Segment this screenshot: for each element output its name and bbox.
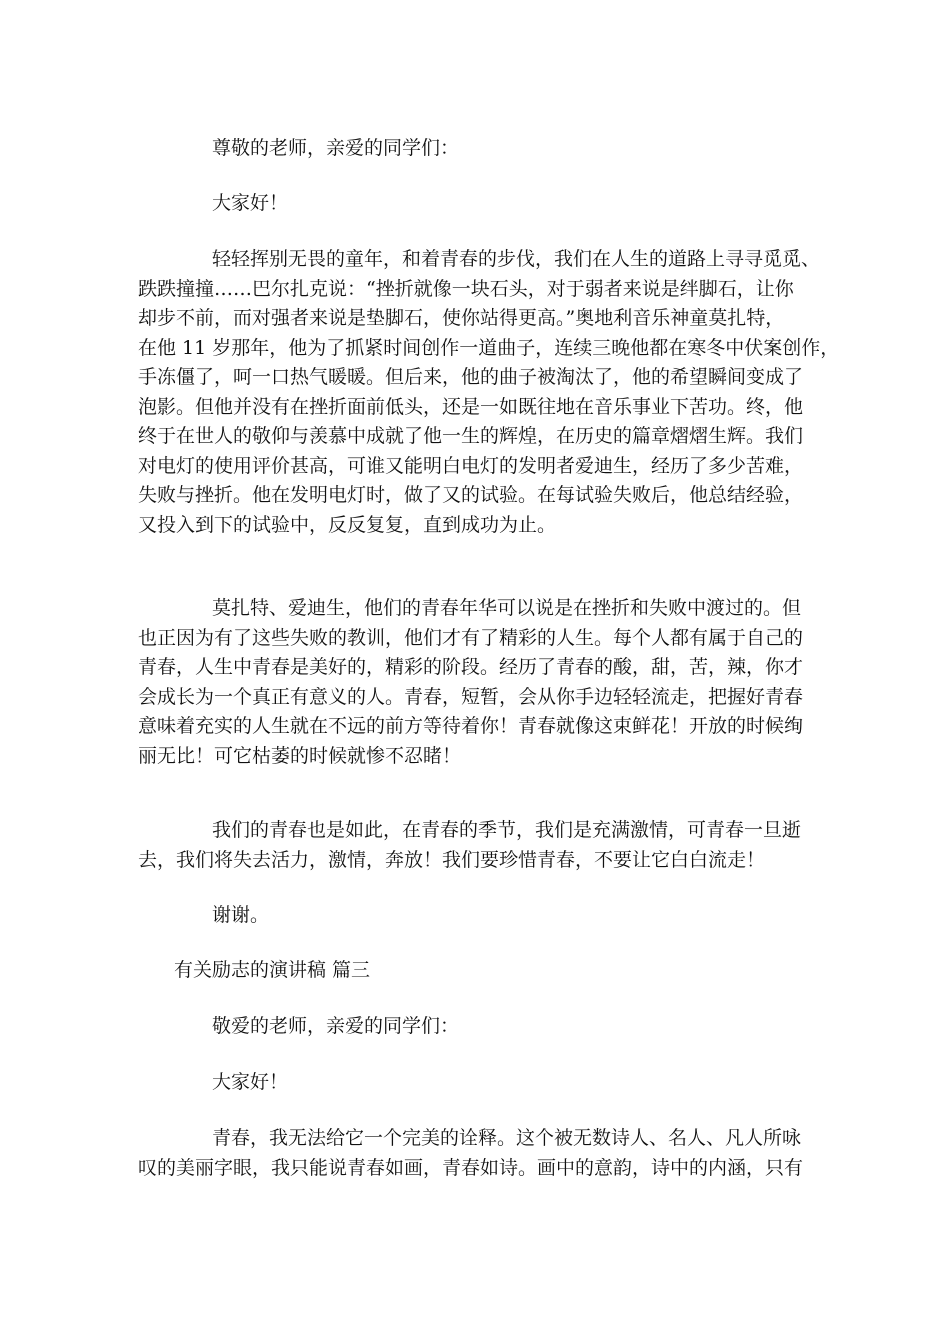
text-line: 失败与挫折。他在发明电灯时，做了又的试验。在每试验失败后，他总结经验，: [138, 484, 804, 506]
text-line: 意味着充实的人生就在不远的前方等待着你！青春就像这束鲜花！开放的时候绚: [138, 715, 804, 737]
text-line: 去，我们将失去活力，激情，奔放！我们要珍惜青春，不要让它白白流走！: [138, 848, 766, 871]
section-heading-text: 有关励志的演讲稿 篇三: [174, 959, 371, 981]
text-line: 青春，人生中青春是美好的，精彩的阶段。经历了青春的酸，甜，苦，辣，你才: [138, 656, 804, 678]
text-line: 我们的青春也是如此，在青春的季节，我们是充满激情，可青春一旦逝: [212, 819, 802, 841]
text-line: 泡影。但他并没有在挫折面前低头，还是一如既往地在音乐事业下苦功。终，他: [138, 395, 804, 418]
thanks-paragraph: [138, 901, 818, 931]
body-paragraph-4: [138, 1124, 818, 1183]
text-line: 跌跌撞撞……巴尔扎克说：“挫折就像一块石头，对于弱者来说是绊脚石，让你: [138, 277, 794, 300]
text-line: 在他 11 岁那年，他为了抓紧时间创作一道曲子，连续三晚他都在寒冬中伏案创作，: [138, 336, 840, 359]
text-line: 又投入到下的试验中，反反复复，直到成功为止。: [138, 513, 557, 536]
text-line: 却步不前，而对强者来说是垫脚石，使你站得更高。”奥地利音乐神童莫扎特，: [138, 307, 785, 329]
greeting-paragraph: [138, 134, 818, 164]
salutation-paragraph: [138, 189, 818, 219]
text-line: 莫扎特、爱迪生，他们的青春年华可以说是在挫折和失败中渡过的。但: [212, 597, 802, 619]
text-line: 会成长为一个真正有意义的人。青春，短暂，会从你手边轻轻流走，把握好青春: [138, 685, 804, 708]
text-line: 敬爱的老师，亲爱的同学们：: [212, 1015, 460, 1037]
body-paragraph-2: [138, 594, 818, 771]
text-line: 大家好！: [212, 1071, 289, 1093]
greeting-paragraph-2: [138, 1012, 818, 1042]
text-line: 丽无比！可它枯萎的时候就惨不忍睹！: [138, 744, 462, 767]
text-line: 叹的美丽字眼，我只能说青春如画，青春如诗。画中的意韵，诗中的内涵，只有: [138, 1156, 804, 1179]
body-paragraph-1: [138, 245, 840, 540]
text-line: 对电灯的使用评价甚高，可谁又能明白电灯的发明者爱迪生，经历了多少苦难，: [138, 454, 804, 477]
text-line: 谢谢。: [212, 904, 270, 926]
body-paragraph-3: [138, 816, 818, 875]
text-line: 尊敬的老师，亲爱的同学们：: [212, 137, 460, 159]
text-line: 手冻僵了，呵一口热气暖暖。但后来，他的曲子被淘汰了，他的希望瞬间变成了: [138, 366, 804, 388]
text-line: 终于在世人的敬仰与羡慕中成就了他一生的辉煌，在历史的篇章熠熠生辉。我们: [138, 425, 804, 447]
text-line: 也正因为有了这些失败的教训，他们才有了精彩的人生。每个人都有属于自己的: [138, 626, 804, 649]
text-line: 青春，我无法给它一个完美的诠释。这个被无数诗人、名人、凡人所咏: [212, 1127, 802, 1149]
salutation-paragraph-2: [138, 1068, 818, 1098]
section-heading: [138, 956, 818, 986]
text-line: 轻轻挥别无畏的童年，和着青春的步伐，我们在人生的道路上寻寻觅觅、: [212, 248, 821, 270]
text-line: 大家好！: [212, 192, 289, 214]
